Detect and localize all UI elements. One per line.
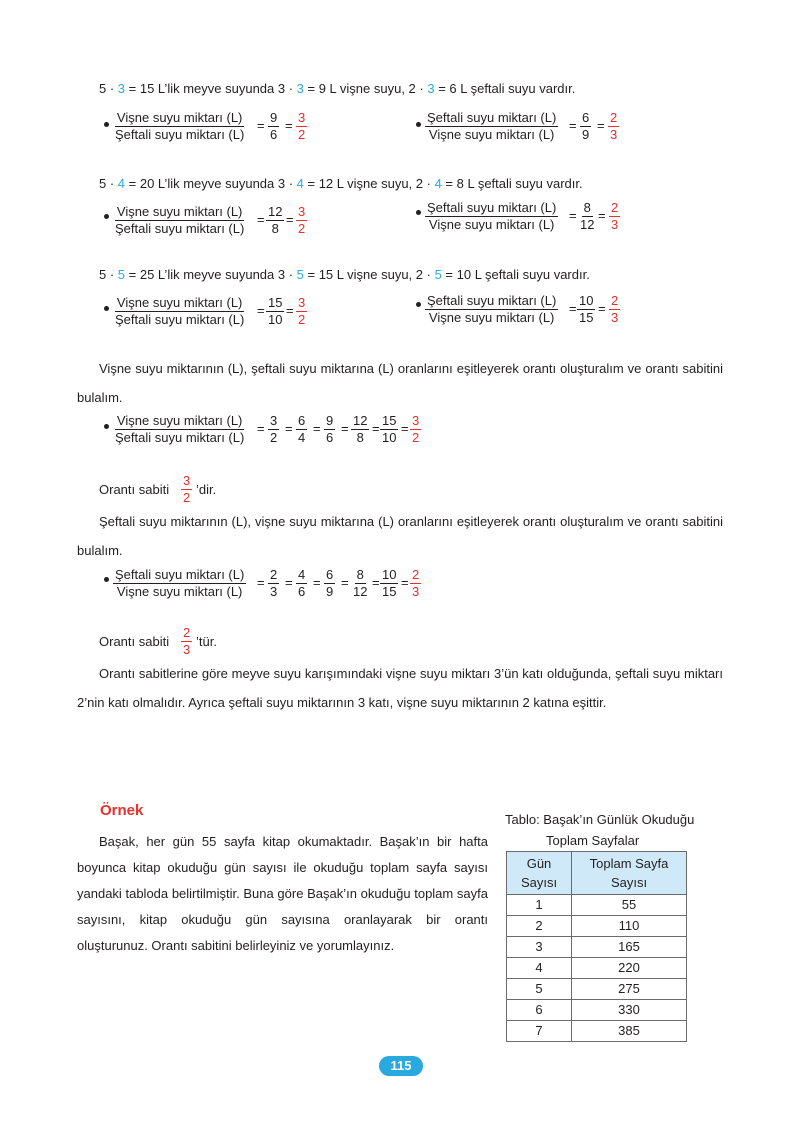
fraction: $\frac{2}{3}$ — [412, 567, 420, 599]
page-number: 115 — [379, 1056, 423, 1076]
table-row: 5 275 — [507, 979, 687, 1000]
label-fraction: Vişne suyu miktarı (L) Şeftali suyu miktarı (L) — [115, 413, 245, 445]
equation-line-2: 5 · 4 = 20 L’lik meyve suyunda 3 · 4 = 12 L vişne suyu, 2 · 4 = 8 L şeftali suyu vardır. — [99, 176, 583, 191]
fraction: $\frac{9}{6}$ — [326, 413, 334, 445]
fraction: $\frac{4}{6}$ — [298, 567, 306, 599]
bullet-icon — [104, 577, 109, 582]
fraction: $\frac{6}{9}$ — [326, 567, 334, 599]
fraction: $\frac{12}{8}$ — [268, 204, 283, 236]
table-row: 1 55 — [507, 895, 687, 916]
bullet-icon — [104, 306, 109, 311]
fraction: $\frac{2}{3}$ — [611, 293, 619, 325]
table-caption-line-2: Toplam Sayfalar — [546, 833, 640, 848]
pages-table — [506, 851, 687, 1042]
paragraph-2: Şeftali suyu miktarının (L), vişne suyu miktarına (L) oranlarını eşitleyerek orantı oluşturalım ve orantı sabitini bulalım. — [77, 514, 723, 558]
fraction: $\frac{3}{2}$ — [270, 413, 278, 445]
table-caption-line-1: Tablo: Başak’ın Günlük Okuduğu — [505, 812, 695, 827]
fraction: $\frac{6}{9}$ — [582, 110, 590, 142]
example-title: Örnek — [100, 802, 144, 819]
fraction: $\frac{2}{3}$ — [610, 110, 618, 142]
paragraph-3: Orantı sabitlerine göre meyve suyu karışımındaki vişne suyu miktarı 3’ün katı olduğunda, şeftali suyu miktarı 2’nin katı olmalıdır. Ayrıca şeftali suyu miktarının 3 katı, vişne suyu miktarının 2 katına eşittir. — [77, 666, 723, 710]
fraction: $\frac{3}{2}$ — [412, 413, 420, 445]
fraction: $\frac{9}{6}$ — [270, 110, 278, 142]
bullet-icon — [416, 302, 421, 307]
fraction: $\frac{2}{3}$ — [183, 625, 191, 657]
bullet-icon — [104, 122, 109, 127]
paragraph-1: Vişne suyu miktarının (L), şeftali suyu miktarına (L) oranlarını eşitleyerek orantı oluşturalım ve orantı sabitini bulalım. — [77, 361, 723, 405]
label-fraction: Şeftali suyu miktarı (L) Vişne suyu miktarı (L) — [427, 200, 557, 232]
table-row: 4 220 — [507, 958, 687, 979]
example-text: Başak, her gün 55 sayfa kitap okumaktadır. Başak’ın bir hafta boyunca kitap okuduğu gün sayısı ile okuduğu toplam sayfa sayısı yandaki tabloda belirtilmiştir. Buna göre Başak’ın okuduğu toplam sayfa sayısını, kitap okuduğu gün sayısına oranlayarak bir orantı oluşturunuz. Orantı sabitini belirleyiniz ve yorumlayınız. — [77, 834, 488, 953]
bullet-icon — [104, 424, 109, 429]
label-fraction: Şeftali suyu miktarı (L) Vişne suyu miktarı (L) — [115, 567, 245, 599]
label-fraction: Şeftali suyu miktarı (L) Vişne suyu miktarı (L) — [427, 293, 557, 325]
column-header-days: Gün Sayısı — [507, 852, 572, 895]
fraction: $\frac{10}{15}$ — [382, 567, 397, 599]
fraction: $\frac{15}{10}$ — [382, 413, 397, 445]
fraction: $\frac{2}{3}$ — [611, 200, 619, 232]
fraction: $\frac{12}{8}$ — [353, 413, 368, 445]
table-row: 2 110 — [507, 916, 687, 937]
fraction: $\frac{15}{10}$ — [268, 295, 283, 327]
equation-line-3: 5 · 5 = 25 L’lik meyve suyunda 3 · 5 = 15 L vişne suyu, 2 · 5 = 10 L şeftali suyu vardır. — [99, 267, 590, 282]
equation-line-1: 5 · 3 = 15 L’lik meyve suyunda 3 · 3 = 9 L vişne suyu, 2 · 3 = 6 L şeftali suyu vardır. — [99, 81, 576, 96]
fraction: $\frac{3}{2}$ — [298, 295, 306, 327]
table-row: 6 330 — [507, 1000, 687, 1021]
fraction: $\frac{6}{4}$ — [298, 413, 306, 445]
fraction: $\frac{2}{3}$ — [270, 567, 278, 599]
column-header-pages: Toplam Sayfa Sayısı — [572, 852, 687, 895]
fraction: $\frac{8}{12}$ — [580, 200, 595, 232]
bullet-icon — [416, 210, 421, 215]
table-row: 3 165 — [507, 937, 687, 958]
label-fraction: Vişne suyu miktarı (L) Şeftali suyu miktarı (L) — [115, 110, 245, 142]
fraction: $\frac{3}{2}$ — [183, 473, 191, 505]
fraction: $\frac{3}{2}$ — [298, 204, 306, 236]
table-row: 7 385 — [507, 1021, 687, 1042]
fraction: $\frac{8}{12}$ — [353, 567, 368, 599]
bullet-icon — [416, 122, 421, 127]
fraction: $\frac{10}{15}$ — [579, 293, 594, 325]
label-fraction: Şeftali suyu miktarı (L) Vişne suyu miktarı (L) — [427, 110, 557, 142]
label-fraction: Vişne suyu miktarı (L) Şeftali suyu miktarı (L) — [115, 204, 245, 236]
bullet-icon — [104, 214, 109, 219]
table-header-row — [507, 852, 687, 895]
fraction: $\frac{3}{2}$ — [298, 110, 306, 142]
label-fraction: Vişne suyu miktarı (L) Şeftali suyu miktarı (L) — [115, 295, 245, 327]
